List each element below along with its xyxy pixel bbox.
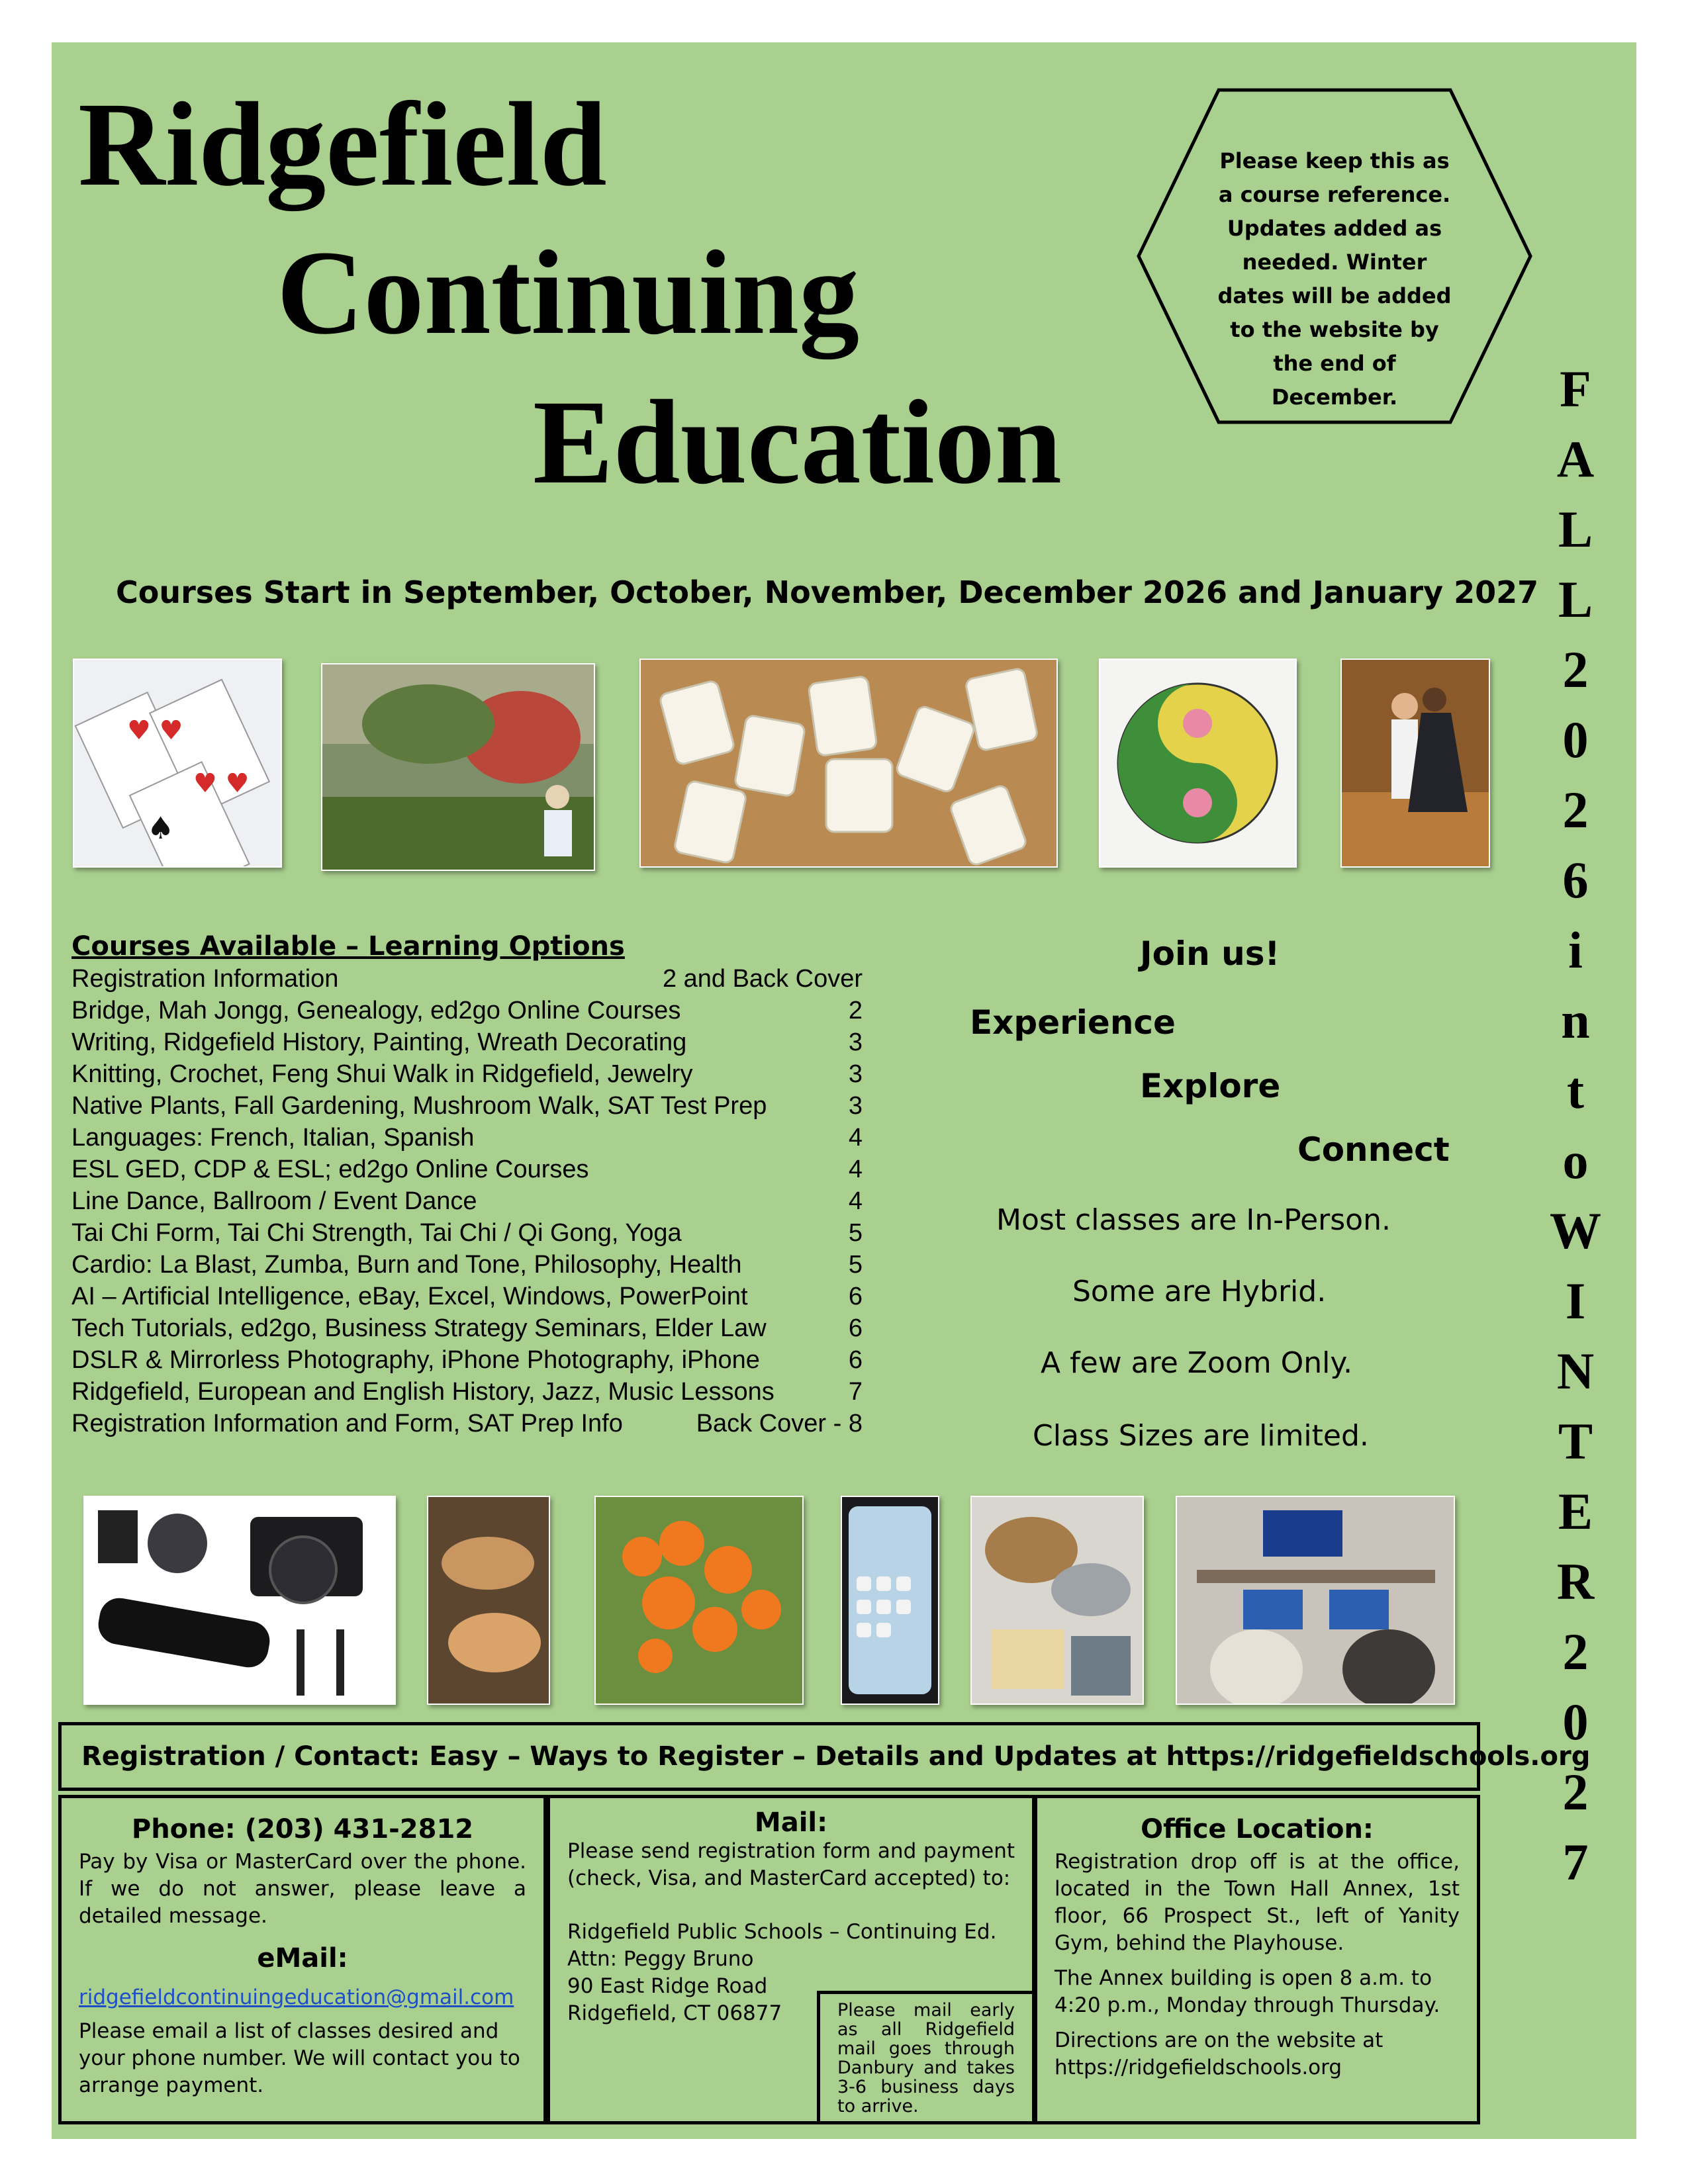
course-list-page: 6 (848, 1314, 863, 1342)
svg-text:♠: ♠ (147, 810, 175, 846)
course-list-page: 6 (848, 1283, 863, 1310)
course-list-page: 4 (848, 1124, 863, 1152)
course-list-label: Registration Information (71, 965, 339, 993)
photo-dancers (1340, 659, 1490, 868)
mail-address-line-2: Attn: Peggy Bruno (567, 1947, 754, 1971)
hexagon-note-text: Please keep this as a course reference. Updates added as needed. Winter dates will be added to the website by the end of December. (1217, 148, 1452, 410)
in-person-note: Most classes are In-Person. (996, 1203, 1391, 1237)
course-list-page: 3 (848, 1060, 863, 1088)
course-list-row (71, 963, 863, 995)
course-list-label: Line Dance, Ballroom / Event Dance (71, 1187, 477, 1215)
fall-into-winter-banner (1542, 354, 1609, 1897)
courses-list-heading: Courses Available – Learning Options (71, 931, 625, 962)
course-list-row (71, 1249, 863, 1281)
banner-letter: R (1556, 1553, 1595, 1610)
title-line-3: Education (533, 376, 1062, 509)
course-list-row (71, 1122, 863, 1154)
course-list-label: ESL GED, CDP & ESL; ed2go Online Courses (71, 1156, 589, 1183)
title-line-2: Continuing (277, 226, 860, 359)
banner-letter: N (1556, 1342, 1595, 1400)
course-list-page: 2 and Back Cover (662, 965, 863, 993)
course-list-page: Back Cover - 8 (696, 1410, 863, 1437)
zoom-note: A few are Zoom Only. (1041, 1346, 1353, 1380)
banner-letter: 0 (1562, 711, 1589, 768)
banner-letter: 6 (1562, 851, 1589, 909)
course-list-label: DSLR & Mirrorless Photography, iPhone Photography, iPhone (71, 1346, 760, 1374)
banner-letter: 7 (1562, 1833, 1589, 1891)
banner-letter: F (1560, 360, 1591, 418)
course-list-label: Ridgefield, European and English History, Jazz, Music Lessons (71, 1378, 774, 1406)
email-link[interactable]: ridgefieldcontinuingeducation@gmail.com (79, 1985, 514, 2009)
photo-painter-garden (321, 663, 595, 871)
course-list-row (71, 1026, 863, 1058)
banner-letter: W (1550, 1202, 1601, 1259)
photo-playing-cards (73, 659, 282, 868)
office-text-1: Registration drop off is at the office, located in the Town Hall Annex, 1st floor, 66 Prospect St., left of Yanity Gym, behind the Playhouse. (1055, 1850, 1460, 1955)
course-list-row (71, 1376, 863, 1408)
mail-heading: Mail: (754, 1807, 828, 1838)
course-list-page: 4 (848, 1187, 863, 1215)
banner-letter: i (1568, 921, 1583, 979)
course-list-label: Languages: French, Italian, Spanish (71, 1124, 475, 1152)
course-list-row (71, 1344, 863, 1376)
course-list-page: 5 (848, 1251, 863, 1279)
photo-computer-class (1176, 1496, 1455, 1705)
photo-mushrooms (427, 1496, 550, 1705)
office-heading: Office Location: (1141, 1814, 1374, 1844)
banner-letter: E (1558, 1482, 1593, 1540)
banner-letter: L (1558, 500, 1593, 558)
photo-tai-chi-yin-yang (1099, 659, 1297, 868)
connect-text: Connect (1297, 1130, 1450, 1169)
course-list-page: 3 (848, 1028, 863, 1056)
course-list-row (71, 1090, 863, 1122)
mail-text: Please send registration form and payment (check, Visa, and MasterCard accepted) to: (567, 1839, 1015, 1890)
banner-letter: 2 (1562, 1623, 1589, 1680)
mail-early-note (817, 1991, 1035, 2124)
phone-heading: Phone: (203) 431-2812 (131, 1814, 474, 1844)
banner-letter: o (1562, 1132, 1589, 1189)
course-list-label: Writing, Ridgefield History, Painting, Wreath Decorating (71, 1028, 687, 1056)
class-size-note: Class Sizes are limited. (1033, 1419, 1369, 1453)
banner-letter: A (1556, 430, 1595, 488)
photo-mah-jongg (639, 659, 1058, 868)
phone-email-box (58, 1795, 547, 2124)
hexagon-note (1136, 87, 1533, 425)
course-list-page: 3 (848, 1092, 863, 1120)
course-list-label: Tech Tutorials, ed2go, Business Strategy Seminars, Elder Law (71, 1314, 767, 1342)
course-list-label: Registration Information and Form, SAT Prep Info (71, 1410, 623, 1437)
banner-letter: L (1558, 570, 1593, 628)
course-list-row (71, 995, 863, 1026)
course-list-label: Native Plants, Fall Gardening, Mushroom Walk, SAT Test Prep (71, 1092, 767, 1120)
course-list-page: 6 (848, 1346, 863, 1374)
course-list-page: 5 (848, 1219, 863, 1247)
mail-address-line-4: Ridgefield, CT 06877 (567, 2001, 782, 2025)
course-list-page: 4 (848, 1156, 863, 1183)
course-list-row (71, 1217, 863, 1249)
course-list-row (71, 1154, 863, 1185)
courses-start-subtitle: Courses Start in September, October, November, December 2026 and January 2027 (116, 574, 1539, 610)
course-list-row (71, 1281, 863, 1312)
course-list-page: 2 (848, 997, 863, 1024)
svg-text:♥ ♥: ♥ ♥ (193, 768, 250, 799)
mail-address-line-3: 90 East Ridge Road (567, 1974, 768, 1998)
banner-letter: 2 (1562, 781, 1589, 839)
hybrid-note: Some are Hybrid. (1072, 1275, 1327, 1308)
registration-bar: Registration / Contact: Easy – Ways to Register – Details and Updates at https://ridgefieldschools.org (58, 1722, 1480, 1791)
course-list-label: Knitting, Crochet, Feng Shui Walk in Ridgefield, Jewelry (71, 1060, 693, 1088)
email-text: Please email a list of classes desired and your phone number. We will contact you to arrange payment. (79, 2019, 520, 2097)
courses-list (71, 930, 863, 1439)
photo-orange-flowers (594, 1496, 804, 1705)
mail-address-line-1: Ridgefield Public Schools – Continuing Ed. (567, 1920, 997, 1944)
banner-letter: I (1565, 1272, 1586, 1330)
course-list-row (71, 1185, 863, 1217)
banner-letter: t (1567, 1062, 1584, 1119)
course-list-label: Tai Chi Form, Tai Chi Strength, Tai Chi / Qi Gong, Yoga (71, 1219, 682, 1247)
join-us-text: Join us! (1140, 934, 1280, 973)
banner-letter: T (1558, 1412, 1593, 1470)
course-list-row (71, 1058, 863, 1090)
mail-early-text: Please mail early as all Ridgefield mail goes through Danbury and takes 3-6 business days to arrive. (837, 2000, 1015, 2116)
course-list-row (71, 1408, 863, 1439)
banner-letter: 2 (1562, 641, 1589, 698)
course-list-label: Bridge, Mah Jongg, Genealogy, ed2go Online Courses (71, 997, 681, 1024)
course-list-label: AI – Artificial Intelligence, eBay, Excel, Windows, PowerPoint (71, 1283, 748, 1310)
course-list-label: Cardio: La Blast, Zumba, Burn and Tone, Philosophy, Health (71, 1251, 742, 1279)
office-text-3: Directions are on the website at https://ridgefieldschools.org (1055, 2028, 1383, 2079)
title-line-1: Ridgefield (78, 78, 607, 211)
banner-letter: 0 (1562, 1693, 1589, 1751)
photo-iphone (841, 1496, 939, 1705)
svg-text:♥ ♥: ♥ ♥ (127, 715, 183, 746)
banner-letter: n (1561, 991, 1590, 1049)
experience-text: Experience (970, 1003, 1176, 1042)
banner-letter: 2 (1562, 1763, 1589, 1821)
email-heading: eMail: (257, 1943, 348, 1974)
course-list-row (71, 1312, 863, 1344)
office-text-2: The Annex building is open 8 a.m. to 4:20 p.m., Monday through Thursday. (1055, 1966, 1440, 2017)
photo-knitting (970, 1496, 1144, 1705)
photo-camera-gear (83, 1496, 396, 1705)
explore-text: Explore (1140, 1067, 1281, 1105)
phone-text: Pay by Visa or MasterCard over the phone. If we do not answer, please leave a detailed message. (79, 1850, 526, 1928)
course-list-page: 7 (848, 1378, 863, 1406)
office-box (1034, 1795, 1480, 2124)
